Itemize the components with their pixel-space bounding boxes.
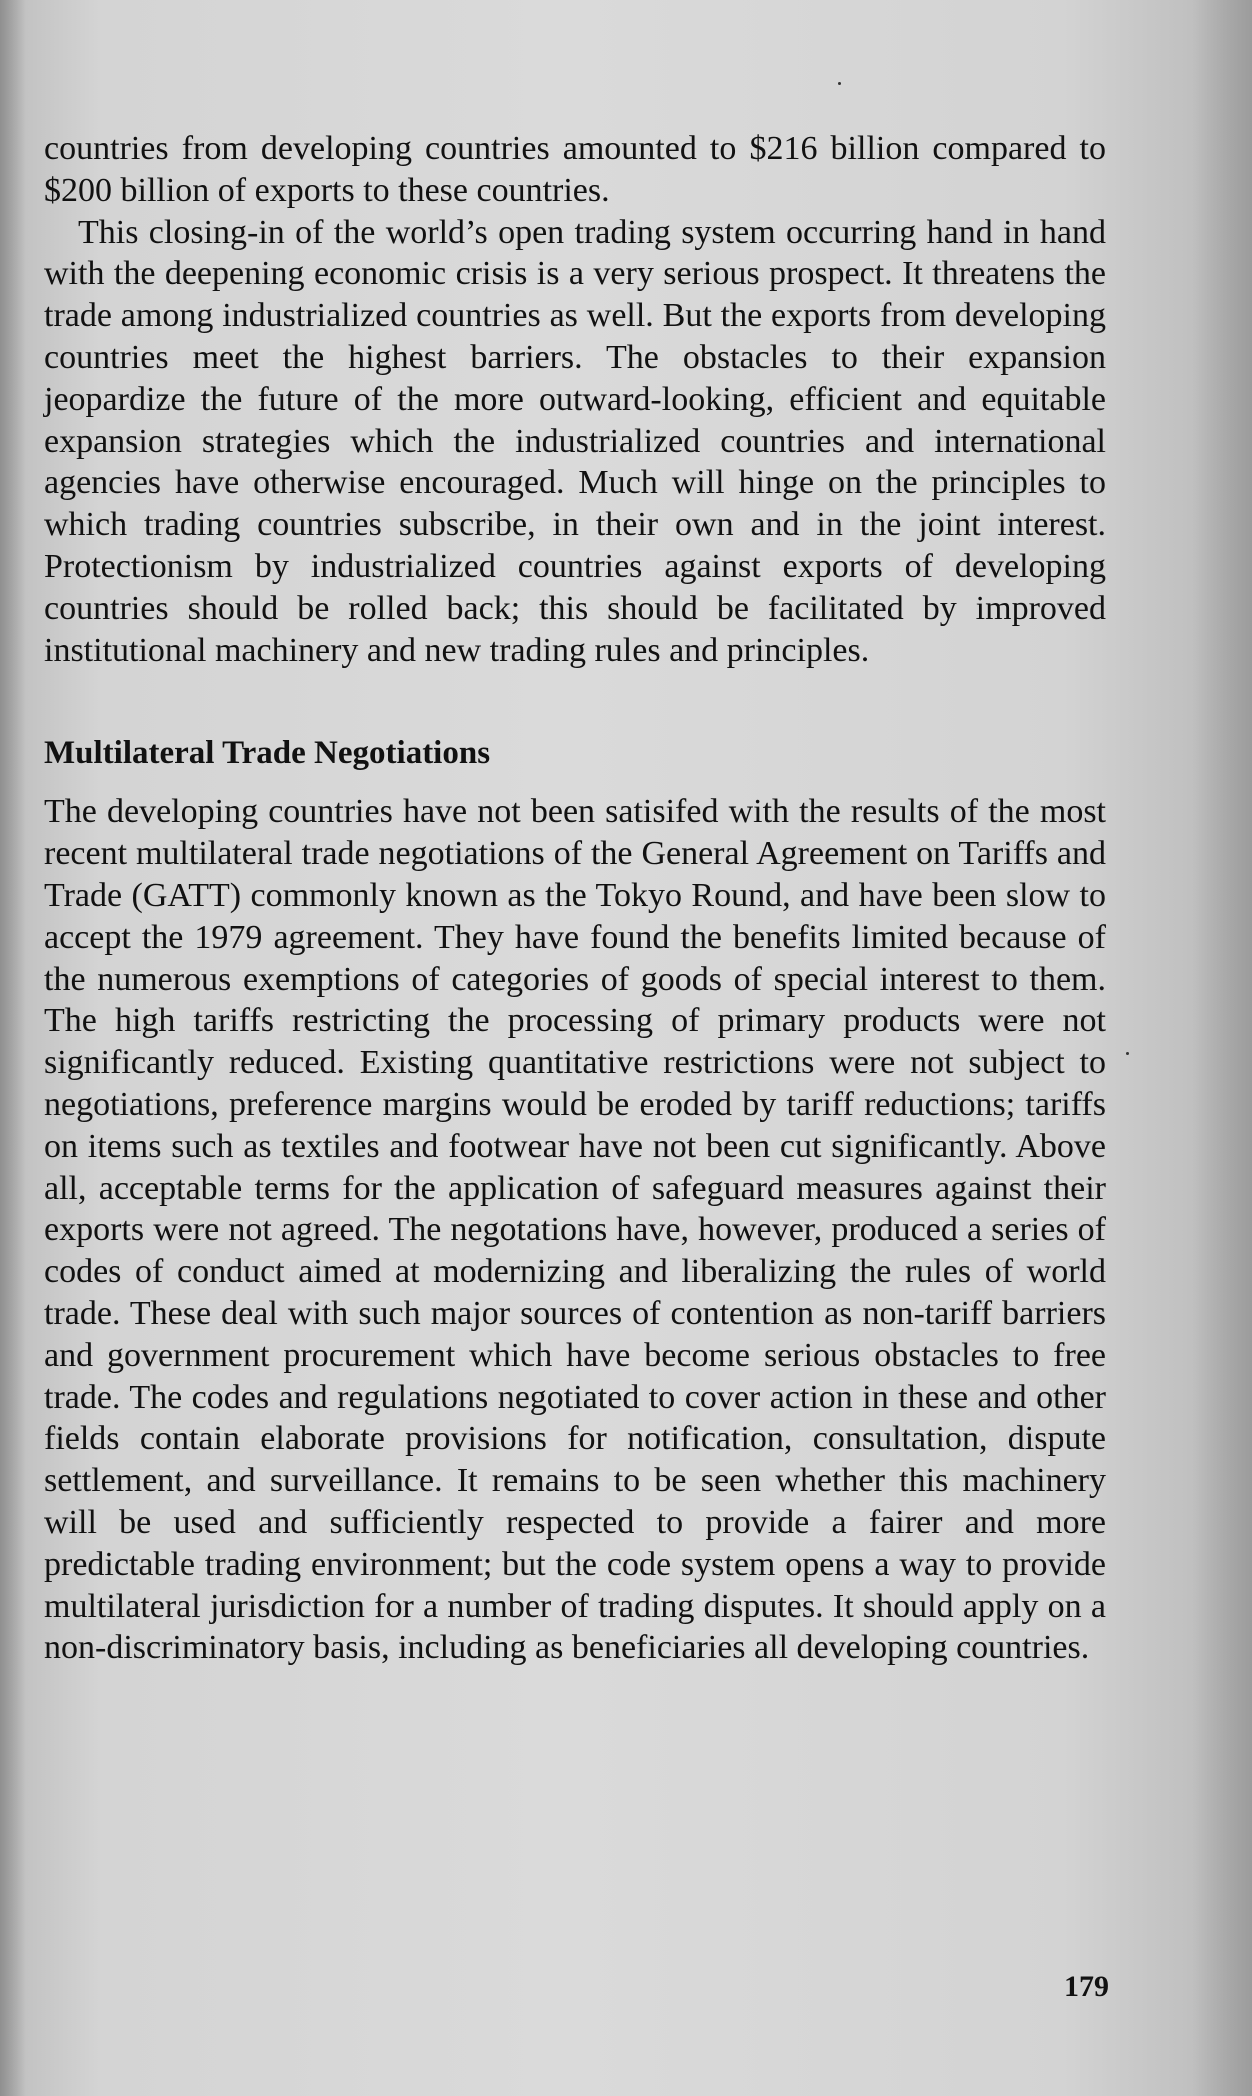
section-heading: Multilateral Trade Negotiations — [44, 735, 491, 772]
text-column — [44, 128, 1106, 1669]
dust-speck — [838, 82, 841, 85]
dust-speck — [1126, 1052, 1129, 1055]
paragraph-continued: countries from developing countries amounted to $216 billion compared to $200 billion of exports to these countries. — [44, 130, 1106, 209]
page-number: 179 — [1064, 1970, 1109, 2003]
paragraph-trade-negotiations: The developing countries have not been satisifed with the results of the most recent multilateral trade negotiations of the General Agreement on Tariffs and Trade (GATT) commonly known as the Tokyo Round, and have been slow to accept the 1979 agreement. They have found the benefits limited because of the numerous exemptions of categories of goods of special interest to them. The high tariffs restricting the processing of primary products were not significantly reduced. Existing quantitative restrictions were not subject to negotiations, preference margins would be eroded by tariff reductions; tariffs on items such as textiles and footwear have not been cut significantly. Above all, acceptable terms for the application of safeguard measures against their exports were not agreed. The negotations have, however, produced a series of codes of conduct aimed at modernizing and liberalizing the rules of world trade. These deal with such major sources of contention as non-tariff barriers and government procurement which have become serious obstacles to free trade. The codes and regulations negotiated to cover action in these and other fields contain elaborate provisions for notification, consultation, dispute settlement, and surveillance. It remains to be seen whether this machinery will be used and sufficiently respected to provide a fairer and more predictable trading environment; but the code system opens a way to provide multilateral jurisdiction for a number of trading disputes. It should apply on a non-discriminatory basis, including as beneficiaries all developing countries. — [44, 793, 1106, 1667]
paragraph-protectionism: This closing-in of the world’s open trading system occurring hand in hand with the deepening economic crisis is a very serious prospect. It threatens the trade among industrialized countries as well. But the exports from developing countries meet the highest barriers. The obstacles to their expansion jeopardize the future of the more outward-looking, efficient and equitable expansion strategies which the industrialized countries and international agencies have otherwise encouraged. Much will hinge on the principles to which trading countries subscribe, in their own and in the joint interest. Protectionism by industrialized countries against exports of developing countries should be rolled back; this should be facilitated by improved institutional machinery and new trading rules and principles. — [44, 213, 1106, 669]
